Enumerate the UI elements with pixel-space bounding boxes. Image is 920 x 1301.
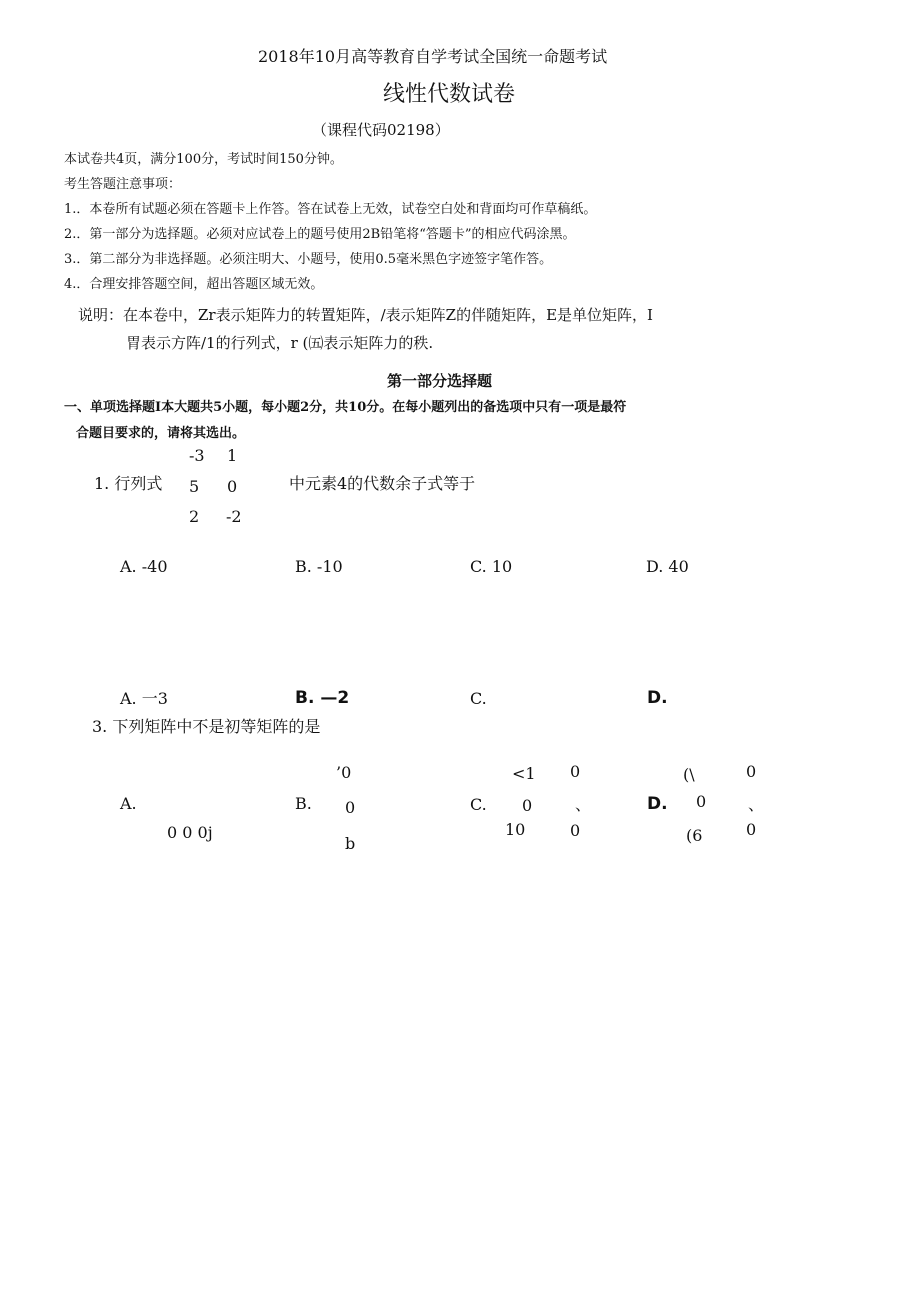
section-instructions-1: 一、单项选择题Ⅰ本大题共5小题，每小题2分，共10分。在每小题列出的备选项中只有一项是最符	[64, 400, 627, 415]
notes-heading: 考生答题注意事项：	[64, 177, 182, 192]
q1-text: 中元素4的代数余子式等于	[289, 474, 476, 493]
q3-d-matrix-cell: 0	[746, 762, 757, 781]
q3-option-b: B.	[295, 794, 312, 813]
q3-c-matrix-cell: 0	[570, 821, 581, 840]
q3-option-d: D.	[647, 794, 668, 814]
exam-line: 2018年10月高等教育自学考试全国统一命题考试	[258, 47, 608, 66]
q3-c-matrix-mark: 、	[575, 795, 592, 814]
q1-matrix-cell: 0	[227, 477, 238, 496]
q3-b-matrix-cell: ’0	[336, 763, 352, 782]
q1-matrix-cell: -3	[189, 446, 205, 465]
section-instructions-2: 合题目要求的，请将其选出。	[76, 426, 246, 441]
q2-option-a: A. 一3	[120, 689, 168, 708]
pages-info: 本试卷共4页，满分100分，考试时间150分钟。	[64, 152, 343, 167]
q3-d-matrix-cell: (6	[686, 826, 703, 845]
q1-label: 1. 行列式	[94, 474, 163, 493]
q1-matrix-cell: -2	[226, 507, 242, 526]
q3-b-matrix-cell: 0	[345, 798, 356, 817]
q3-a-matrix-row: 0 0 0j	[167, 823, 213, 842]
q3-d-matrix-cell: 0	[746, 820, 757, 839]
explain-line-1: 说明：在本卷中，Zr表示矩阵力的转置矩阵，/表示矩阵Z的伴随矩阵，E是单位矩阵，I	[78, 306, 653, 324]
paper-title: 线性代数试卷	[383, 82, 516, 107]
q1-option-a: A. -40	[120, 557, 168, 576]
q1-option-b: B. -10	[295, 557, 343, 576]
explain-line-2: 胃表示方阵/1的行列式，r (㈤表示矩阵力的秩.	[126, 334, 434, 352]
q2-option-b: B. —2	[295, 688, 350, 708]
q3-c-matrix-cell: 10	[505, 820, 526, 839]
q3-c-matrix-cell: <1	[512, 764, 536, 783]
q1-matrix-cell: 2	[189, 507, 200, 526]
q2-option-d: D.	[647, 688, 668, 708]
q3-c-matrix-cell: 0	[522, 796, 533, 815]
note-item: 3.．第二部分为非选择题。必须注明大、小题号，使用0.5毫米黑色字迹签字笔作答。	[64, 252, 553, 267]
course-code: （课程代码02198）	[312, 121, 450, 139]
q1-matrix-cell: 1	[227, 446, 238, 465]
q3-d-matrix-cell: (\	[683, 765, 695, 784]
q3-d-matrix-mark: 、	[748, 795, 765, 814]
q3-c-matrix-cell: 0	[570, 762, 581, 781]
q3-d-matrix-cell: 0	[696, 792, 707, 811]
q3-option-c: C.	[470, 795, 487, 814]
note-item: 1.．本卷所有试题必须在答题卡上作答。答在试卷上无效，试卷空白处和背面均可作草稿纸。	[64, 202, 597, 217]
note-item: 2.．第一部分为选择题。必须对应试卷上的题号使用2B铅笔将“答题卡”的相应代码涂黑。	[64, 227, 576, 242]
q1-option-d: D. 40	[646, 557, 689, 576]
part1-heading: 第一部分选择题	[387, 372, 493, 390]
q2-option-c: C.	[470, 689, 487, 708]
q3-text: 3. 下列矩阵中不是初等矩阵的是	[92, 717, 321, 736]
q1-matrix-cell: 5	[189, 477, 200, 496]
q3-b-matrix-cell: b	[345, 834, 356, 853]
q3-option-a: A.	[120, 794, 137, 813]
note-item: 4.．合理安排答题空间，超出答题区域无效。	[64, 277, 324, 292]
q1-option-c: C. 10	[470, 557, 513, 576]
